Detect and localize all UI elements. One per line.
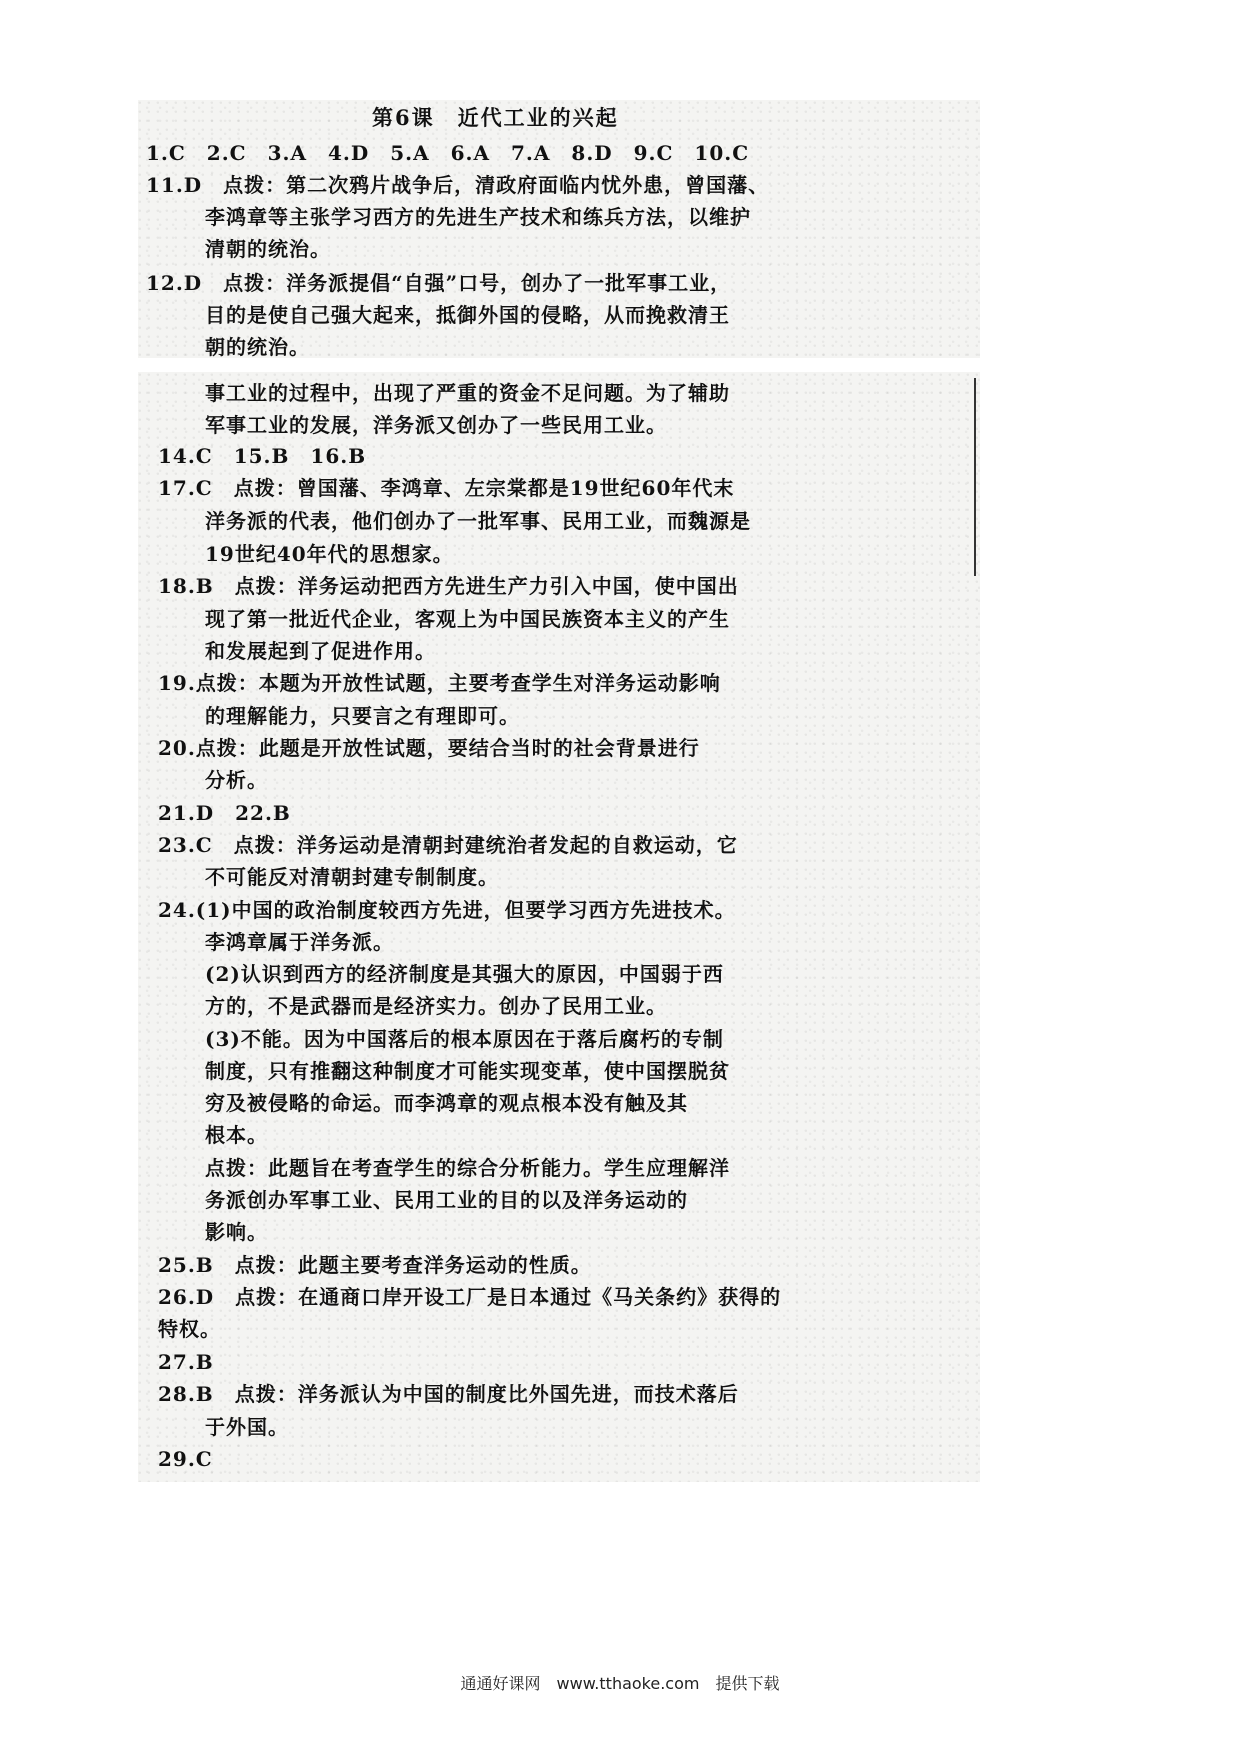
answer-main-line: 特权。 — [158, 1317, 221, 1341]
answer-main-line: 根本。 — [205, 1123, 268, 1147]
answer-main-line: 27.B — [158, 1350, 214, 1374]
page-title: 第6课 近代工业的兴起 — [372, 105, 619, 130]
answer-main-line: 分析。 — [205, 768, 268, 792]
answer-main-line: 影响。 — [205, 1220, 268, 1244]
answer-main-line: 24.(1)中国的政治制度较西方先进，但要学习西方先进技术。 — [158, 898, 736, 922]
answer-main-line: 现了第一批近代企业，客观上为中国民族资本主义的产生 — [205, 607, 730, 631]
answer-main-line: 25.B 点拨：此题主要考查洋务运动的性质。 — [158, 1253, 592, 1277]
answer-main-line: 方的，不是武器而是经济实力。创办了民用工业。 — [205, 994, 667, 1018]
answer-main-line: 不可能反对清朝封建专制制度。 — [205, 865, 499, 889]
answer-top-line: 李鸿章等主张学习西方的先进生产技术和练兵方法，以维护 — [205, 205, 751, 229]
footer-credit: 通通好课网 www.tthaoke.com 提供下载 — [460, 1674, 780, 1693]
answer-main-line: 的理解能力，只要言之有理即可。 — [205, 704, 520, 728]
answer-main-line: (2)认识到西方的经济制度是其强大的原因，中国弱于西 — [205, 962, 724, 986]
answer-main-line: 17.C 点拨：曾国藩、李鸿章、左宗棠都是19世纪60年代末 — [158, 476, 735, 500]
answer-top-line: 目的是使自己强大起来，抵御外国的侵略，从而挽救清王 — [205, 303, 730, 327]
answer-main-line: 21.D 22.B — [158, 801, 291, 825]
answer-main-line: 洋务派的代表，他们创办了一批军事、民用工业，而魏源是 — [205, 509, 751, 533]
answer-main-line: 28.B 点拨：洋务派认为中国的制度比外国先进，而技术落后 — [158, 1382, 739, 1406]
answer-top-line: 清朝的统治。 — [205, 237, 331, 261]
answer-main-line: 点拨：此题旨在考查学生的综合分析能力。学生应理解洋 — [205, 1156, 730, 1180]
answer-main-line: 19世纪40年代的思想家。 — [205, 542, 454, 566]
scan-image-main — [138, 372, 980, 1482]
answer-main-line: 穷及被侵略的命运。而李鸿章的观点根本没有触及其 — [205, 1091, 688, 1115]
answer-main-line: 于外国。 — [205, 1415, 289, 1439]
answer-main-line: 26.D 点拨：在通商口岸开设工厂是日本通过《马关条约》获得的 — [158, 1285, 782, 1309]
answer-main-line: 18.B 点拨：洋务运动把西方先进生产力引入中国，使中国出 — [158, 574, 739, 598]
answer-top-line: 11.D 点拨：第二次鸦片战争后，清政府面临内忧外患，曾国藩、 — [146, 173, 770, 197]
answer-top-line: 朝的统治。 — [205, 335, 310, 359]
answer-main-line: 务派创办军事工业、民用工业的目的以及洋务运动的 — [205, 1188, 688, 1212]
answer-main-line: 23.C 点拨：洋务运动是清朝封建统治者发起的自救运动，它 — [158, 833, 738, 857]
answer-main-line: 20.点拨：此题是开放性试题，要结合当时的社会背景进行 — [158, 736, 700, 760]
margin-rule — [974, 378, 976, 576]
answer-top-line: 12.D 点拨：洋务派提倡“自强”口号，创办了一批军事工业， — [146, 271, 732, 295]
answer-main-line: 14.C 15.B 16.B — [158, 444, 367, 468]
answer-main-line: 和发展起到了促进作用。 — [205, 639, 436, 663]
answer-main-line: 事工业的过程中，出现了严重的资金不足问题。为了辅助 — [205, 381, 730, 405]
answer-main-line: 李鸿章属于洋务派。 — [205, 930, 394, 954]
answer-main-line: 军事工业的发展，洋务派又创办了一些民用工业。 — [205, 413, 667, 437]
answer-top-line: 1.C 2.C 3.A 4.D 5.A 6.A 7.A 8.D 9.C 10.C — [146, 141, 750, 165]
answer-main-line: 19.点拨：本题为开放性试题，主要考查学生对洋务运动影响 — [158, 671, 721, 695]
answer-main-line: 29.C — [158, 1447, 213, 1471]
answer-main-line: (3)不能。因为中国落后的根本原因在于落后腐朽的专制 — [205, 1027, 724, 1051]
answer-main-line: 制度，只有推翻这种制度才可能实现变革，使中国摆脱贫 — [205, 1059, 730, 1083]
